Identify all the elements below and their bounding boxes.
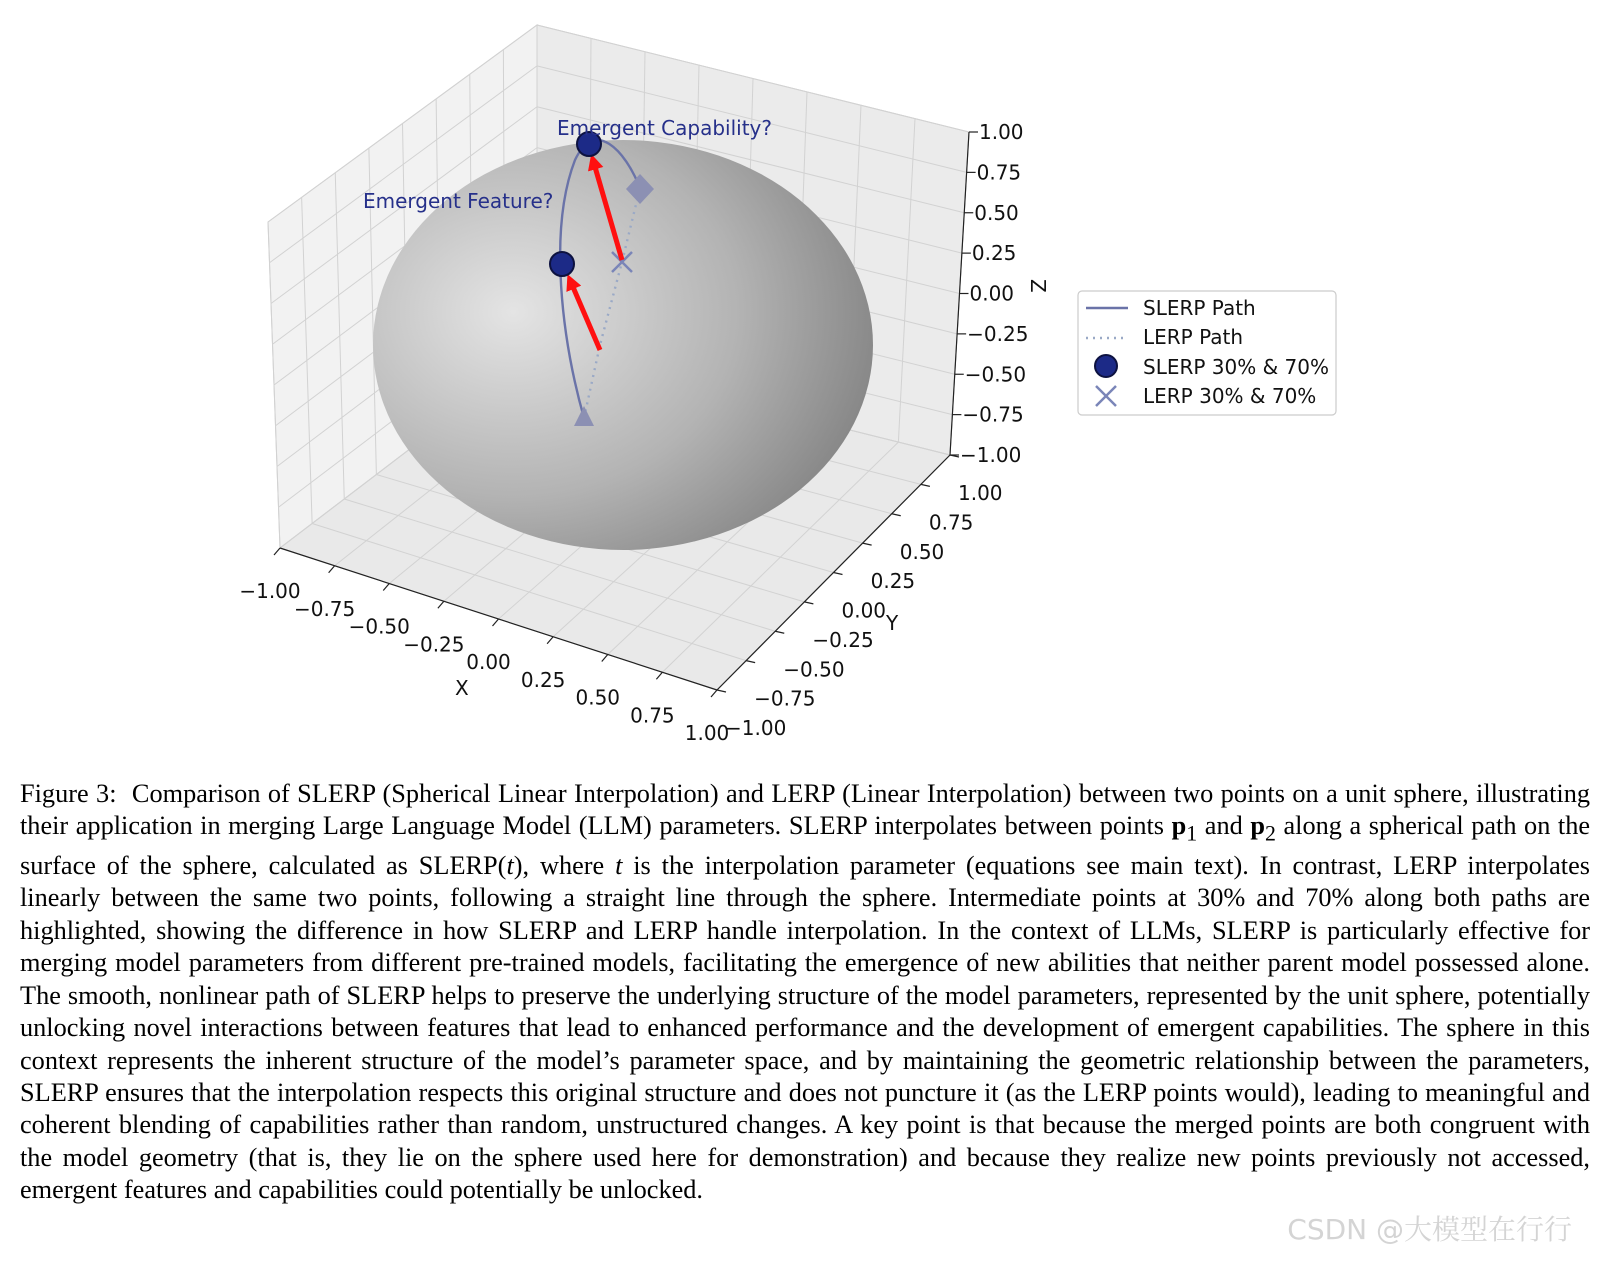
x-tick [329, 566, 335, 573]
y-tick-label: 1.00 [958, 481, 1003, 505]
y-tick-label: −0.50 [783, 657, 845, 682]
y-tick-label: 0.25 [870, 569, 916, 594]
x-tick [274, 548, 280, 555]
p2-symbol: p [1250, 811, 1265, 841]
z-tick-label: 0.00 [969, 281, 1015, 306]
annotation-emergent-feature: Emergent Feature? [363, 189, 554, 213]
y-tick [804, 602, 813, 604]
y-tick-label: 0.75 [928, 510, 974, 535]
caption-label: Figure 3: [20, 779, 117, 808]
legend-slerp-points: SLERP 30% & 70% [1143, 355, 1330, 379]
p1-symbol: p [1171, 811, 1187, 841]
z-tick-label: 1.00 [979, 120, 1024, 144]
y-tick [892, 514, 901, 516]
x-tick-label: −0.50 [348, 614, 410, 639]
caption-text-2: along a spherical path on the surface of the sphere, calculated as [20, 811, 1591, 881]
z-axis-label: Z [1026, 279, 1050, 293]
y-tick-label: −0.25 [812, 627, 874, 652]
x-tick [547, 637, 553, 644]
slerp-expression-close: ), [513, 851, 530, 881]
y-tick [834, 573, 843, 575]
z-tick-label: −0.50 [964, 362, 1027, 387]
y-tick-label: 0.50 [899, 539, 945, 564]
figure-caption [20, 778, 1590, 1207]
caption-text-3: is the interpolation parameter (equations see main text). In contrast, LERP interpolates linearly between the same two points, following a straight line through the sphere. Intermediate points at 30% and 70% along both paths are highlighted, showing the difference in how SLERP and LERP handle interpolation. In the context of LLMs, SLERP is particularly effective for merging model parameters from different pre-trained models, facilitating the emergence of new abilities that neither parent model possessed alone. The smooth, nonlinear path of SLERP helps to preserve the underlying structure of the model parameters, represented by the unit sphere, potentially unlocking novel interactions between features that lead to enhanced performance and the development of emergent capabilities. The sphere in this context represents the inherent structure of the model’s parameter space, and by maintaining the geometric relationship between the parameters, SLERP ensures that the interpolation respects this original structure and does not puncture it (as the LERP points would), leading to meaningful and coherent blending of capabilities rather than random, unstructured changes. A key point is that because the merged points are both congruent with the model geometry (that is, they lie on the sphere used here for demonstration) and because they realize new points previously not accessed, emergent features and capabilities could potentially be unlocked. [20, 851, 1590, 1205]
z-tick-label: −0.25 [967, 321, 1029, 346]
p2-subscript: 2 [1264, 820, 1276, 846]
x-tick-label: 0.50 [575, 685, 621, 710]
y-tick-label: −1.00 [725, 716, 787, 740]
x-tick [383, 584, 389, 591]
x-tick [602, 655, 608, 662]
slerp-expression: SLERP( [418, 851, 507, 881]
x-tick-label: −1.00 [239, 579, 301, 603]
t-variable: t [506, 851, 514, 881]
legend-slerp-path: SLERP Path [1143, 296, 1256, 320]
z-tick-label: −0.75 [962, 402, 1024, 427]
caption-where: where [539, 851, 605, 881]
x-tick [656, 672, 662, 679]
x-tick-label: 0.75 [630, 703, 675, 728]
y-axis-label: Y [886, 611, 899, 635]
x-tick-label: −0.25 [403, 632, 465, 657]
x-tick [711, 690, 717, 697]
x-tick [438, 601, 444, 608]
caption-and: and [1204, 811, 1243, 841]
y-tick [775, 631, 784, 633]
y-tick [746, 661, 755, 663]
y-tick [921, 484, 930, 486]
y-tick [863, 543, 872, 545]
p1-subscript: 1 [1186, 820, 1198, 846]
caption-text-1: Comparison of SLERP (Spherical Linear Interpolation) and LERP (Linear Interpolation) between two points on a unit sphere, illustrating their application in merging Large Language Model (LLM) parameters. SLERP interpolates between points [20, 779, 1591, 841]
z-tick-label: −1.00 [960, 443, 1022, 467]
z-tick-label: 0.50 [974, 200, 1019, 225]
x-tick-label: 0.25 [520, 667, 566, 692]
legend [1078, 291, 1336, 415]
x-tick-label: −0.75 [293, 596, 356, 621]
csdn-watermark: CSDN @大模型在行行 [1287, 1213, 1572, 1246]
x-axis-label: X [455, 676, 469, 700]
y-tick-label: −0.75 [754, 686, 816, 711]
slerp-30-circle-marker [550, 252, 574, 276]
x-tick-label: 1.00 [684, 721, 730, 745]
annotation-emergent-capability: Emergent Capability? [557, 116, 772, 140]
legend-slerp-marker-icon [1095, 355, 1117, 377]
z-tick-label: 0.25 [971, 241, 1017, 266]
t-variable-2: t [615, 851, 623, 881]
z-tick-label: 0.75 [976, 160, 1022, 185]
legend-lerp-points: LERP 30% & 70% [1143, 384, 1317, 408]
x-tick [493, 619, 499, 626]
x-tick-label: 0.00 [466, 650, 511, 674]
y-tick-label: 0.00 [841, 598, 887, 623]
y-tick [717, 690, 726, 692]
legend-lerp-path: LERP Path [1143, 325, 1244, 349]
